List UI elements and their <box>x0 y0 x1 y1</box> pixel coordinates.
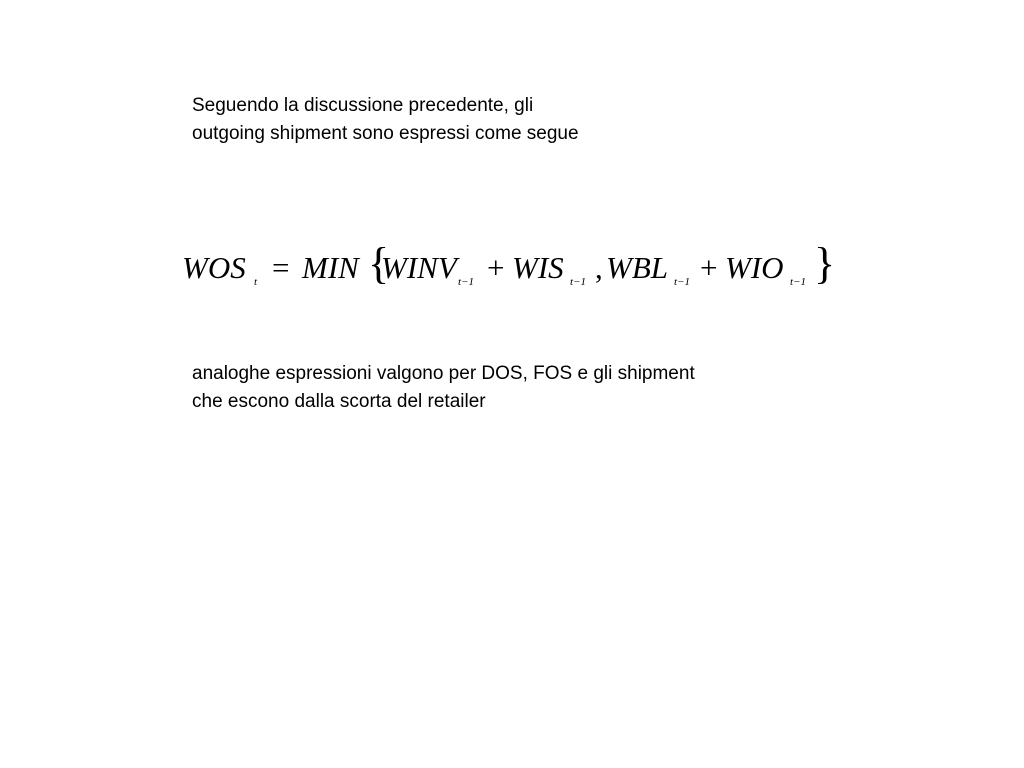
equation-plus-operator: + <box>487 250 505 285</box>
equation-term-symbol: WIO <box>725 250 784 285</box>
equation-term-subscript: t−1 <box>790 276 806 288</box>
equation-function: MIN <box>302 250 359 285</box>
equation-equals: = <box>272 250 290 285</box>
equation-comma: , <box>595 250 603 285</box>
equation-term-subscript: t−1 <box>458 276 474 288</box>
equation-lhs-subscript: t <box>254 276 258 288</box>
intro-line: outgoing shipment sono espressi come segue <box>192 123 579 144</box>
equation-term-symbol: WINV <box>381 250 457 285</box>
outro-line: che escono dalla scorta del retailer <box>192 391 486 412</box>
equation-plus-operator: + <box>700 250 718 285</box>
equation-term-subscript: t−1 <box>674 276 690 288</box>
equation-term-symbol: WBL <box>606 250 668 285</box>
equation-term-symbol: WIS <box>512 250 564 285</box>
equation-open-brace: { <box>368 239 390 288</box>
intro-line: Seguendo la discussione precedente, gli <box>192 95 534 116</box>
equation-lhs: WOS <box>182 250 246 285</box>
equation-term-subscript: t−1 <box>570 276 586 288</box>
outro-paragraph <box>192 360 695 416</box>
outro-line: analoghe espressioni valgono per DOS, FOS e gli shipment <box>192 363 695 384</box>
intro-paragraph <box>192 92 579 148</box>
equation-close-brace: } <box>814 239 836 288</box>
